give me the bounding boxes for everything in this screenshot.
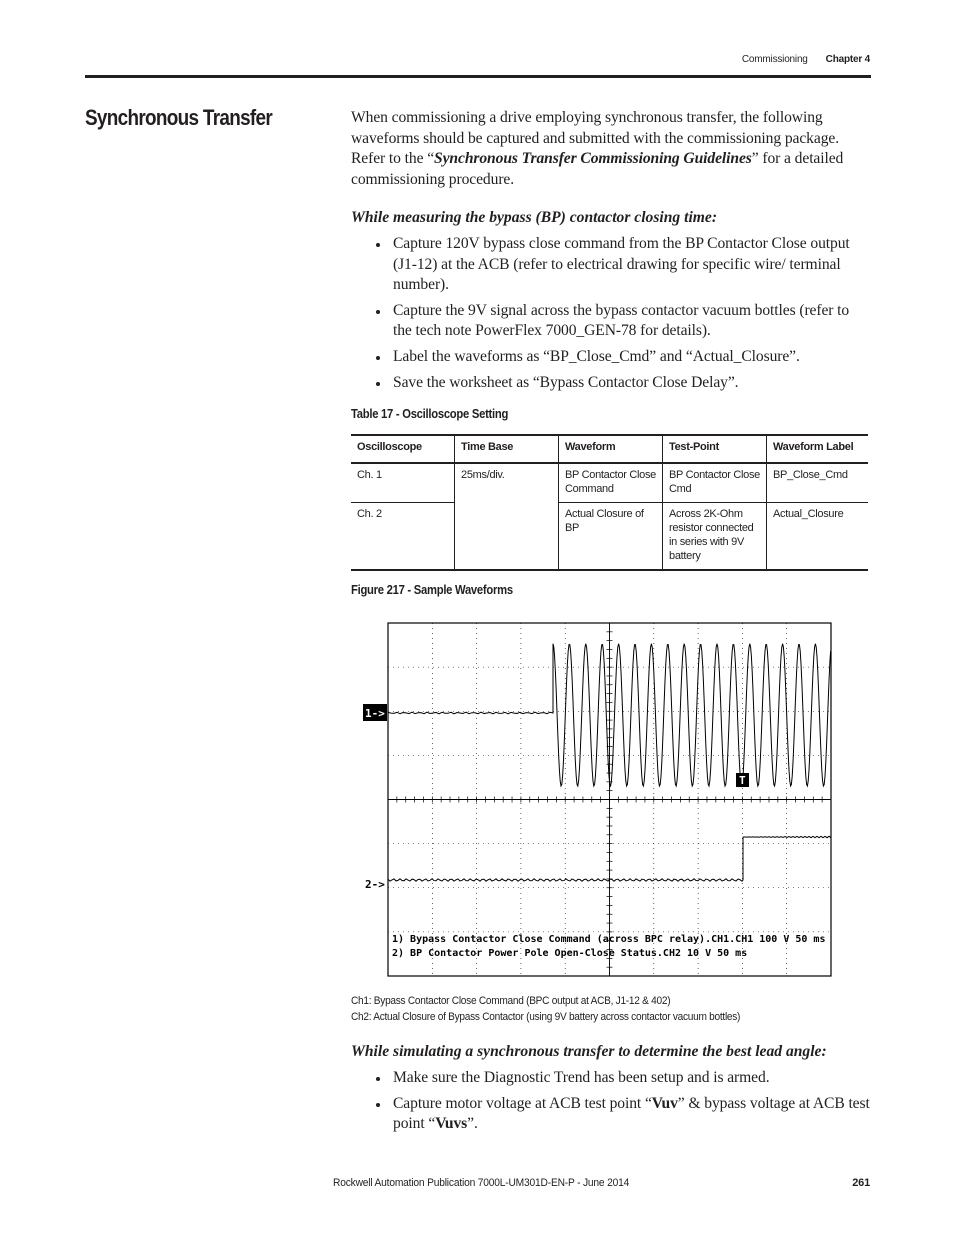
table-cell: BP Contactor Close Cmd [663,463,767,503]
col-header-test-point: Test-Point [663,435,767,463]
header-chapter: Chapter 4 [825,54,870,65]
col-header-time-base: Time Base [455,435,559,463]
list-item: Capture 120V bypass close command from the BP Contactor Close output (J1-12) at the ACB (refer to electrical drawing for specific wire/ terminal number). [351,234,871,296]
trigger-marker: T [739,774,746,787]
bullet-icon [376,382,380,386]
table-cell: Actual_Closure [767,503,869,571]
figure-caption: Figure 217 - Sample Waveforms [351,583,513,597]
bullet-icon [376,356,380,360]
intro-text-2: ” for a detailed commissioning procedure. [351,150,844,188]
table-cell: Ch. 1 [351,463,455,503]
note-ch1: Ch1: Bypass Contactor Close Command (BPC output at ACB, J1-12 & 402) [351,995,671,1007]
table-cell: Ch. 2 [351,503,455,571]
table-cell: 25ms/div. [455,463,559,570]
table-row [351,503,868,571]
subhead-lead-angle: While simulating a synchronous transfer to determine the best lead angle: [351,1043,827,1060]
list-item: Capture motor voltage at ACB test point “Vuv” & bypass voltage at ACB test point “Vuvs”. [351,1094,871,1135]
ch1-marker: 1-> [365,707,385,720]
col-header-waveform: Waveform [559,435,663,463]
intro-paragraph [351,108,871,190]
oscilloscope-setting-table [351,434,868,571]
scope-legend-ch1: 1) Bypass Contactor Close Command (across BPC relay).CH1.CH1 100 V 50 ms [392,934,826,945]
oscilloscope-figure [360,618,840,982]
test-point-vuv: Vuv [651,1094,678,1112]
bullet-icon [376,243,380,247]
running-header [742,54,870,65]
scope-legend-ch2: 2) BP Contactor Power Pole Open-Close Status.CH2 10 V 50 ms [392,948,748,959]
list-item: Save the worksheet as “Bypass Contactor Close Delay”. [351,373,871,394]
ch2-marker: 2-> [365,878,385,891]
bullet-icon [376,1103,380,1107]
table-cell: BP_Close_Cmd [767,463,869,503]
bullet-icon [376,310,380,314]
bullet-icon [376,1077,380,1081]
intro-reference-title: Synchronous Transfer Commissioning Guidelines [434,150,752,168]
table-caption: Table 17 - Oscilloscope Setting [351,407,509,421]
test-point-vuvs: Vuvs [435,1115,468,1133]
list-item: Make sure the Diagnostic Trend has been setup and is armed. [351,1068,871,1089]
bullet-list-2 [351,1068,871,1140]
col-header-oscilloscope: Oscilloscope [351,435,455,463]
header-section: Commissioning [741,54,808,65]
intro-text-1: When commissioning a drive employing synchronous transfer, the following waveforms should be captured and submitted with the commissioning package. Refer to the “ [351,109,840,168]
col-header-waveform-label: Waveform Label [767,435,869,463]
table-header-row [351,435,868,463]
list-item: Label the waveforms as “BP_Close_Cmd” and “Actual_Closure”. [351,347,871,368]
header-rule [85,75,871,78]
figure-notes [351,993,740,1025]
table-cell: Actual Closure of BP [559,503,663,571]
footer-publication: Rockwell Automation Publication 7000L-UM301D-EN-P - June 2014 [333,1177,630,1189]
note-ch2: Ch2: Actual Closure of Bypass Contactor (using 9V battery across contactor vacuum bottles) [351,1011,741,1023]
table-row [351,463,868,503]
table-cell: Across 2K-Ohm resistor connected in series with 9V battery [663,503,767,571]
page-number: 261 [852,1177,870,1189]
table-cell: BP Contactor Close Command [559,463,663,503]
subhead-bp-closing-time: While measuring the bypass (BP) contactor closing time: [351,209,718,226]
bullet-list-1 [351,234,871,398]
list-item: Capture the 9V signal across the bypass contactor vacuum bottles (refer to the tech note PowerFlex 7000_GEN-78 for details). [351,301,871,342]
section-title: Synchronous Transfer [85,105,273,130]
